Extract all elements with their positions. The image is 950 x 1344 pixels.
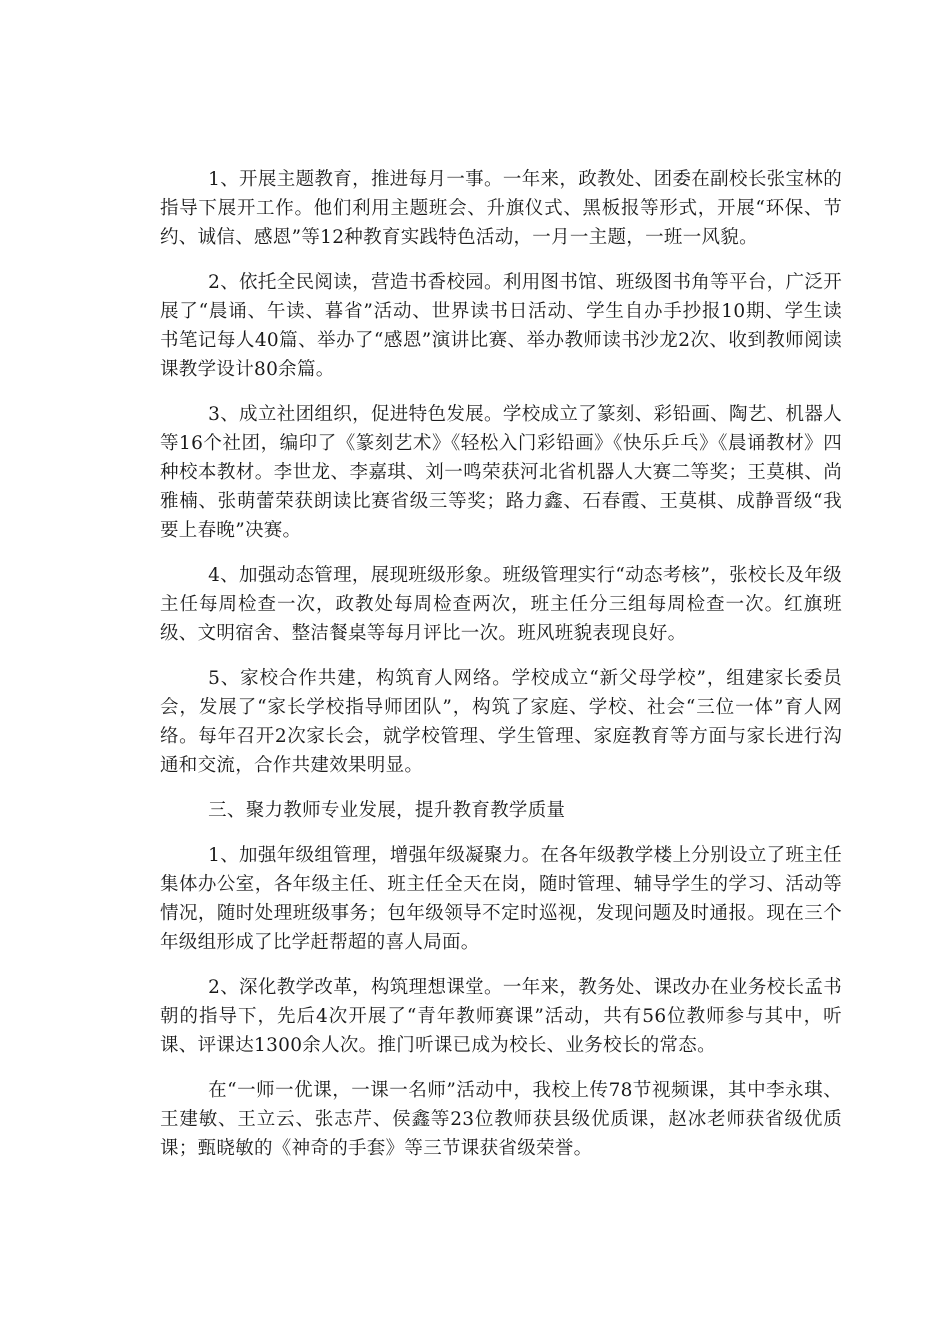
section-heading: 三、聚力教师专业发展，提升教育教学质量 [208,800,566,821]
paragraph-class-management: 4、加强动态管理，展现班级形象。班级管理实行“动态考核”，张校长及年级主任每周检查一次，政教处每周检查两次，班主任分三组每周检查一次。红旗班级、文明宿舍、整洁餐桌等每月评比一次。班风班貌表现良好。 [160,565,842,644]
paragraph-home-school: 5、家校合作共建，构筑育人网络。学校成立“新父母学校”，组建家长委员会，发展了“家长学校指导师团队”，构筑了家庭、学校、社会“三位一体”育人网络。每年召开2次家长会，就学校管理、学生管理、家庭教育等方面与家长进行沟通和交流，合作共建效果明显。 [160,668,842,776]
document-body [160,165,842,1179]
paragraph-theme-education: 1、开展主题教育，推进每月一事。一年来，政教处、团委在副校长张宝林的指导下展开工作。他们利用主题班会、升旗仪式、黑板报等形式，开展“环保、节约、诚信、感恩”等12种教育实践特色活动，一月一主题，一班一风貌。 [160,169,842,248]
paragraph-grade-management: 1、加强年级组管理，增强年级凝聚力。在各年级教学楼上分别设立了班主任集体办公室，各年级主任、班主任全天在岗，随时管理、辅导学生的学习、活动等情况，随时处理班级事务；包年级领导不定时巡视，发现问题及时通报。现在三个年级组形成了比学赶帮超的喜人局面。 [160,845,842,953]
paragraph-quality-courses: 在“一师一优课，一课一名师”活动中，我校上传78节视频课，其中李永琪、王建敏、王立云、张志芹、侯鑫等23位教师获县级优质课，赵冰老师获省级优质课；甄晓敏的《神奇的手套》等三节课获省级荣誉。 [160,1080,842,1159]
paragraph-reading: 2、依托全民阅读，营造书香校园。利用图书馆、班级图书角等平台，广泛开展了“晨诵、午读、暮省”活动、世界读书日活动、学生自办手抄报10期、学生读书笔记每人40篇、举办了“感恩”演讲比赛、举办教师读书沙龙2次、收到教师阅读课教学设计80余篇。 [160,272,842,380]
paragraph-clubs: 3、成立社团组织，促进特色发展。学校成立了篆刻、彩铅画、陶艺、机器人等16个社团，编印了《篆刻艺术》《轻松入门彩铅画》《快乐乒乓》《晨诵教材》四种校本教材。李世龙、李嘉琪、刘一鸣荣获河北省机器人大赛二等奖；王莫棋、尚雅楠、张萌蕾荣获朗读比赛省级三等奖；路力鑫、石春霞、王莫棋、成静晋级“我要上春晚”决赛。 [160,404,842,541]
paragraph-teaching-reform: 2、深化教学改革，构筑理想课堂。一年来，教务处、课改办在业务校长孟书朝的指导下，先后4次开展了“青年教师赛课”活动，共有56位教师参与其中，听课、评课达1300余人次。推门听课已成为校长、业务校长的常态。 [160,977,842,1056]
